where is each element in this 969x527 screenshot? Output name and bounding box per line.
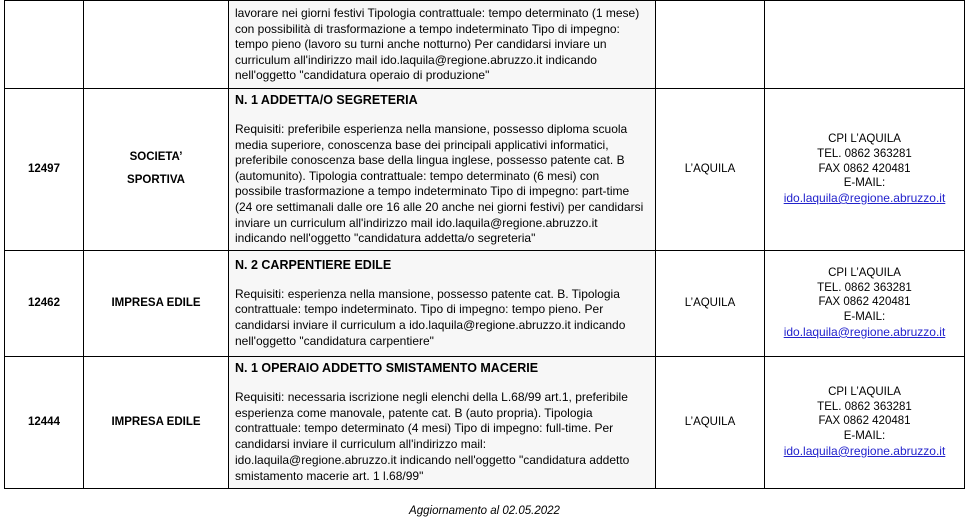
row-id-cell (5, 356, 84, 488)
contact-fax: FAX 0862 420481 (818, 162, 911, 175)
contact-office: CPI L’AQUILA (828, 385, 901, 398)
row-description-cell (229, 1, 656, 89)
table-row (5, 89, 965, 251)
row-contact-cell (765, 89, 965, 251)
contact-email-label: E-MAIL: (843, 311, 886, 324)
contact-fax: FAX 0862 420481 (818, 415, 911, 428)
footer-update-note: Aggiornamento al 02.05.2022 (409, 505, 560, 517)
location-label: L’AQUILA (684, 416, 736, 429)
row-company-cell (84, 356, 229, 488)
row-location-cell (656, 89, 765, 251)
contact-email-label: E-MAIL: (843, 177, 886, 190)
row-id-cell (5, 1, 84, 89)
contact-email-label: E-MAIL: (843, 430, 886, 443)
row-description-cell (229, 356, 656, 488)
offer-id: 12462 (28, 297, 60, 310)
row-company-cell (84, 1, 229, 89)
contact-telephone: TEL. 0862 363281 (817, 281, 912, 294)
offer-title: N. 2 CARPENTIERE EDILE (235, 257, 392, 272)
row-id-cell (5, 250, 84, 356)
company-name-line1: SOCIETA’ (129, 151, 183, 164)
contact-fax: FAX 0862 420481 (818, 296, 911, 309)
offer-description-text: lavorare nei giorni festivi Tipologia contrattuale: tempo determinato (1 mese) con possibilità di trasformazione a tempo indeterminato Tipo di impegno: tempo pieno (lavoro su turni anche notturno) Per candidarsi inviare un curriculum all'indirizzo mail ido.laquila@regione.abruzzo.it indicando nell'oggetto "candidatura operaio di produzione" (235, 6, 640, 83)
location-label: L’AQUILA (684, 163, 736, 176)
company-name-line1: IMPRESA EDILE (111, 296, 201, 309)
offer-description-text: Requisiti: esperienza nella mansione, possesso patente cat. B. Tipologia contrattuale: tempo indeterminato. Tipo di impegno: tempo pieno. Per candidarsi inviare il curriculum a ido.laquila@regione.abruzzo.it indicando nell'oggetto "candidatura carpentiere" (235, 286, 626, 349)
row-id-cell (5, 89, 84, 251)
row-company-cell (84, 89, 229, 251)
table-row (5, 250, 965, 356)
row-contact-cell (765, 356, 965, 488)
row-company-cell (84, 250, 229, 356)
offer-id: 12444 (28, 416, 60, 429)
row-description-cell (229, 250, 656, 356)
row-location-cell (656, 250, 765, 356)
contact-email-link[interactable]: ido.laquila@regione.abruzzo.it (783, 324, 946, 339)
location-label: L’AQUILA (684, 297, 736, 310)
offer-description-text: Requisiti: necessaria iscrizione negli elenchi della L.68/99 art.1, preferibile esperienza come manovale, patente cat. B (auto propria). Tipologia contrattuale: tempo determinato (4 mesi) Tipo di impegno: full-time. Per candidarsi inviare il curriculum all'indirizzo mail: ido.laquila@regione.abruzzo.it indicando nell'oggetto "candidatura addetto smistamento macerie art. 1 l.68/99" (235, 389, 630, 483)
offer-description-text: Requisiti: preferibile esperienza nella mansione, possesso diploma scuola media superiore, conoscenza base dei principali applicativi informatici, preferibile conoscenza base della lingua inglese, possesso patente cat. B (automunito). Tipologia contrattuale: tempo determinato (6 mesi) con possibile trasformazione a tempo indeterminato Tipo di impegno: part-time (24 ore settimanali dalle ore 16 alle 20 anche nei giorni festivi) per candidarsi inviare un curriculum all'indirizzo mail ido.laquila@regione.abruzzo.it indicando nell'oggetto "candidatura addetta/o segreteria" (235, 122, 644, 246)
contact-office: CPI L’AQUILA (828, 133, 901, 146)
row-location-cell (656, 356, 765, 488)
contact-telephone: TEL. 0862 363281 (817, 147, 912, 160)
table-row (5, 1, 965, 89)
contact-email-link[interactable]: ido.laquila@regione.abruzzo.it (783, 190, 946, 205)
row-contact-cell (765, 250, 965, 356)
job-offers-table (4, 0, 965, 489)
contact-email-link[interactable]: ido.laquila@regione.abruzzo.it (783, 443, 946, 458)
contact-office: CPI L’AQUILA (828, 266, 901, 279)
table-row (5, 356, 965, 488)
offer-title: N. 1 OPERAIO ADDETTO SMISTAMENTO MACERIE (235, 360, 539, 375)
offer-id: 12497 (28, 163, 60, 176)
company-name-line1: IMPRESA EDILE (111, 415, 201, 428)
row-contact-cell (765, 1, 965, 89)
company-name-line2: SPORTIVA (127, 174, 185, 187)
offer-title: N. 1 ADDETTA/O SEGRETERIA (235, 93, 418, 107)
row-location-cell (656, 1, 765, 89)
row-description-cell (229, 89, 656, 251)
contact-telephone: TEL. 0862 363281 (817, 400, 912, 413)
